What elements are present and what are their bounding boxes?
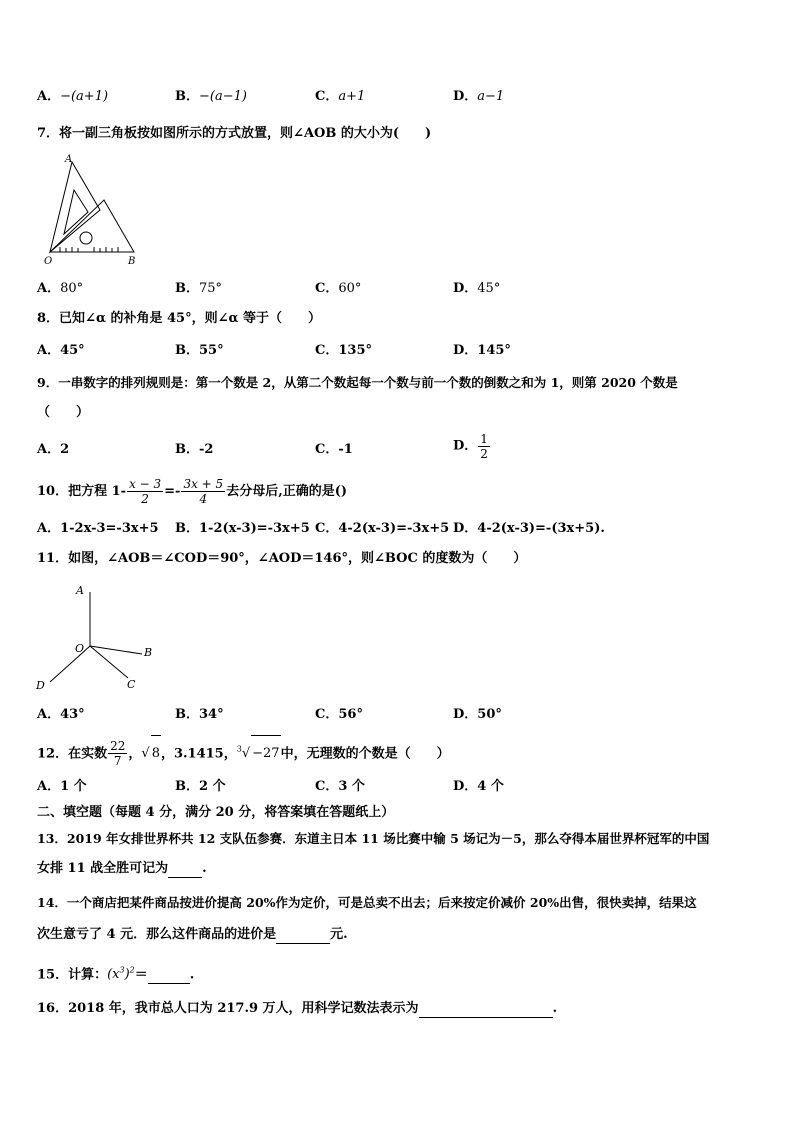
fraction-x-minus-3-over-2: $\frac{x - 3}{2}$ [129, 477, 162, 506]
q9-option-d[interactable]: D． $\frac{1}{2}$ [453, 432, 488, 461]
q6-option-d[interactable]: D．a−1 [453, 89, 505, 104]
q7-option-a[interactable]: A．80° [37, 281, 84, 296]
label-b: B [144, 646, 153, 659]
q7-triangle-figure [40, 152, 140, 268]
q9-stem: 9．一串数字的排列规则是：第一个数是 2，从第二个数起每一个数与前一个数的倒数之和为 1，则第 2020 个数是 [37, 375, 678, 390]
q13-line2: 女排 11 战全胜可记为 . [37, 861, 207, 876]
fraction-one-half: $\frac{1}{2}$ [480, 432, 488, 461]
q6-option-b[interactable]: B．−(a−1) [175, 89, 247, 104]
q11-angle-figure [30, 578, 170, 698]
q8-stem: 8．已知∠α 的补角是 45°，则∠α 等于（ ） [37, 311, 322, 326]
q14-line2: 次生意亏了 4 元．那么这件商品的进价是 元. [37, 927, 348, 942]
q6-option-c[interactable]: C．a+1 [315, 89, 366, 104]
q11-option-c[interactable]: C．56° [315, 707, 363, 722]
q8-option-d[interactable]: D．145° [453, 343, 511, 358]
q6-option-a[interactable]: A．−(a+1) [37, 89, 109, 104]
label-b: B [128, 256, 136, 267]
fraction-22-over-7: $\frac{22}{7}$ [110, 739, 126, 769]
triangle-ruler-45 [50, 200, 134, 252]
q8-option-c[interactable]: C．135° [315, 343, 372, 358]
q8-option-a[interactable]: A．45° [37, 343, 85, 358]
q10-stem: 10．把方程 1- $\frac{x - 3}{2}$ =- $\frac{3x + 5}{4}$ 去分母后,正确的是() [37, 477, 348, 506]
cube-root-neg-27: $^3$√ −27 [237, 746, 281, 761]
q13-answer-blank[interactable] [168, 863, 202, 878]
q11-stem: 11．如图，∠AOB＝∠COD＝90°，∠AOD＝146°，则∠BOC 的度数为（ ） [37, 551, 527, 566]
q12-option-c[interactable]: C．3 个 [315, 779, 365, 794]
q14-line1: 14．一个商店把某件商品按进价提高 20%作为定价，可是总卖不出去；后来按定价减价 20%出售，很快卖掉，结果这 [37, 895, 697, 910]
q16-answer-blank[interactable] [419, 1003, 553, 1018]
q12-stem: 12．在实数 $\frac{22}{7}$ ，√ 8，3.1415，$^3$√ −27中，无理数的个数是（ ） [37, 732, 450, 772]
q12-option-b[interactable]: B．2 个 [175, 779, 226, 794]
section-heading-fill-in: 二、填空题（每题 4 分，满分 20 分，将答案填在答题纸上） [37, 805, 395, 820]
q11-option-d[interactable]: D．50° [453, 707, 502, 722]
fraction-3x-plus-5-over-4: $\frac{3x + 5}{4}$ [183, 477, 224, 506]
sqrt-8: √ 8 [141, 746, 161, 761]
q7-stem: 7．将一副三角板按如图所示的方式放置，则∠AOB 的大小为( ) [37, 126, 432, 141]
label-c: C [127, 678, 136, 691]
q15-answer-blank[interactable] [148, 969, 190, 984]
q16-stem: 16．2018 年，我市总人口为 217.9 万人，用科学记数法表示为 . [37, 1001, 558, 1016]
q9-stem-bracket: （ ） [37, 405, 90, 420]
q7-option-d[interactable]: D．45° [453, 281, 501, 296]
q7-option-b[interactable]: B．75° [175, 281, 223, 296]
label-d: D [36, 679, 45, 692]
triangle-ruler-30 [50, 162, 100, 252]
q11-option-b[interactable]: B．34° [175, 707, 224, 722]
q12-option-d[interactable]: D．4 个 [453, 779, 504, 794]
q9-option-a[interactable]: A．2 [37, 442, 70, 457]
q15-stem: 15．计算：$(x^3)^2=$ . [37, 966, 195, 983]
q10-option-a[interactable]: A．1-2x-3=-3x+5 [37, 521, 159, 536]
q8-option-b[interactable]: B．55° [175, 343, 224, 358]
label-o: O [75, 642, 85, 655]
label-a: A [65, 154, 73, 165]
q13-line1: 13．2019 年女排世界杯共 12 支队伍参赛．东道主日本 11 场比赛中输 5 场记为－5，那么夺得本届世界杯冠军的中国 [37, 831, 710, 846]
q9-option-c[interactable]: C．-1 [315, 442, 353, 457]
q10-option-d[interactable]: D．4-2(x-3)=-(3x+5). [453, 521, 605, 536]
q10-option-c[interactable]: C．4-2(x-3)=-3x+5 [315, 521, 450, 536]
label-o: O [44, 256, 53, 267]
label-a: A [76, 584, 84, 597]
q11-option-a[interactable]: A．43° [37, 707, 85, 722]
q14-answer-blank[interactable] [276, 929, 330, 944]
q9-option-b[interactable]: B．-2 [175, 442, 214, 457]
q15-expression: $(x^3)^2$ [107, 966, 135, 983]
q7-option-c[interactable]: C．60° [315, 281, 362, 296]
q10-option-b[interactable]: B．1-2(x-3)=-3x+5 [175, 521, 310, 536]
q12-option-a[interactable]: A．1 个 [37, 779, 87, 794]
